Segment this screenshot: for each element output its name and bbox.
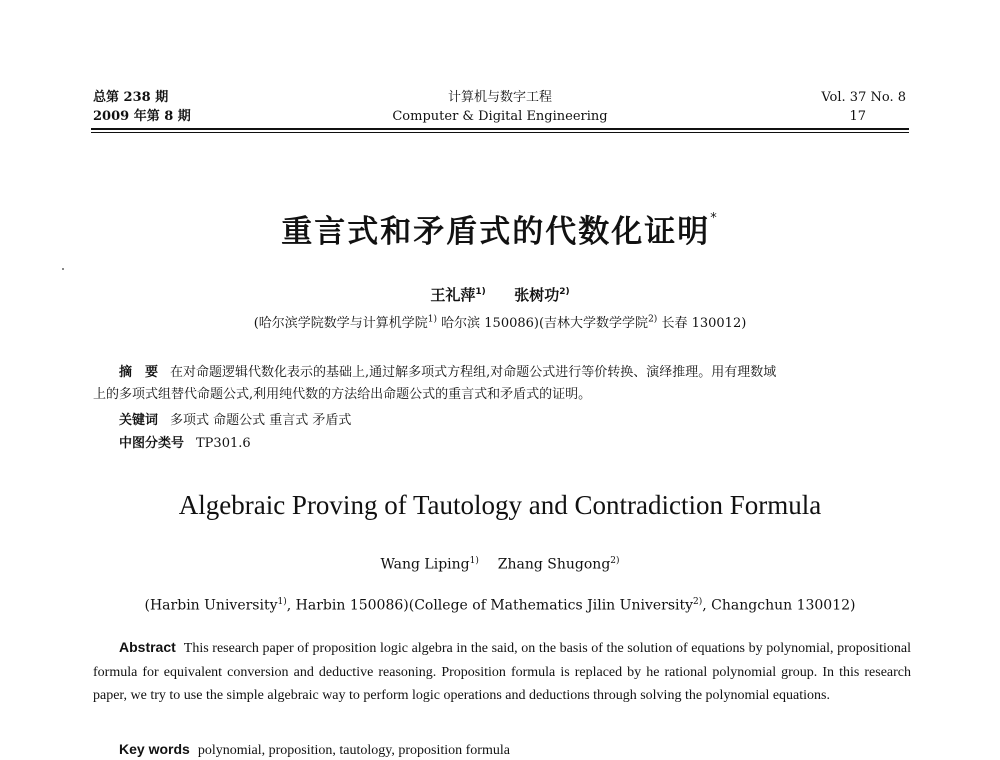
issue-year: 2009 年第 8 期: [93, 109, 191, 124]
abstract-en: [93, 636, 911, 708]
journal-name: [330, 88, 670, 126]
affiliation-cn-sup1: 1): [427, 314, 438, 325]
keywords-en: [119, 741, 510, 759]
affiliation-cn-part2: 哈尔滨 150086)(吉林大学数学学院: [441, 316, 649, 331]
affiliation-en-part2: , Harbin 150086)(College of Mathematics Jilin University: [286, 597, 694, 614]
journal-name-en: Computer & Digital Engineering: [392, 109, 608, 124]
volume-info: [821, 88, 906, 126]
journal-name-cn: 计算机与数字工程: [447, 90, 552, 105]
author-1-en: Wang Liping: [380, 556, 470, 573]
paper-title-cn: [0, 206, 1000, 251]
author-2-en-sup: 2): [610, 556, 620, 566]
affiliation-en-part3: , Changchun 130012): [702, 597, 856, 614]
abstract-cn-line2: 上的多项式组替代命题公式,利用纯代数的方法给出命题公式的重言式和矛盾式的证明。: [93, 387, 592, 402]
keywords-en-text: polynomial, proposition, tautology, proposition formula: [197, 743, 510, 758]
classification-cn-text: TP301.6: [196, 436, 251, 451]
abstract-en-text: This research paper of proposition logic algebra in the said, on the basis of the solution of equations by polynomial, propositional formula for equivalent conversion and deductive reasoning. Proposition formula is replaced by he rational polynomial group. In this research paper, we try to use the simple algebraic way to perform logic operations and deductions through solving the polynomial equations.: [93, 641, 911, 703]
author-1-cn: 王礼萍: [430, 286, 476, 304]
affiliation-cn-sup2: 2): [648, 314, 658, 325]
classification-cn: [119, 433, 251, 455]
header-rule-thick: [91, 128, 909, 130]
classification-cn-label: 中图分类号: [119, 436, 185, 451]
abstract-en-label: Abstract: [119, 639, 176, 655]
keywords-en-label: Key words: [119, 741, 190, 757]
affiliation-en: [0, 597, 1000, 614]
author-2-en: Zhang Shugong: [497, 556, 611, 573]
keywords-cn: [119, 410, 351, 432]
authors-en: [0, 556, 1000, 573]
affiliation-en-sup1: 1): [277, 597, 287, 607]
affiliation-en-sup2: 2): [693, 597, 703, 607]
abstract-cn: [93, 362, 909, 406]
issue-total: 总第 238 期: [93, 90, 169, 105]
keywords-cn-label: 关键词: [119, 413, 159, 428]
scan-speck: [62, 268, 64, 270]
abstract-cn-line1: 在对命题逻辑代数化表示的基础上,通过解多项式方程组,对命题公式进行等价转换、演绎推理。用有理数域: [170, 365, 777, 380]
affiliation-cn-part3: 长春 130012): [661, 316, 747, 331]
title-cn-text: 重言式和矛盾式的代数化证明: [281, 214, 711, 250]
authors-cn: [0, 284, 1000, 305]
header-rule-thin: [91, 132, 909, 133]
volume-number: Vol. 37 No. 8: [821, 90, 906, 105]
affiliation-en-part1: (Harbin University: [144, 597, 278, 614]
abstract-cn-label: 摘 要: [119, 365, 159, 380]
page-number: 17: [849, 109, 866, 124]
author-1-en-sup: 1): [469, 556, 479, 566]
author-1-cn-sup: 1): [475, 287, 486, 297]
title-footnote-mark: *: [710, 211, 719, 226]
issue-info: [93, 88, 191, 126]
paper-title-en: Algebraic Proving of Tautology and Contradiction Formula: [178, 490, 822, 520]
affiliation-cn-part1: (哈尔滨学院数学与计算机学院: [253, 316, 428, 331]
author-2-cn: 张树功: [514, 286, 560, 304]
affiliation-cn: [0, 312, 1000, 331]
author-2-cn-sup: 2): [559, 287, 570, 297]
keywords-cn-text: 多项式 命题公式 重言式 矛盾式: [170, 413, 352, 428]
